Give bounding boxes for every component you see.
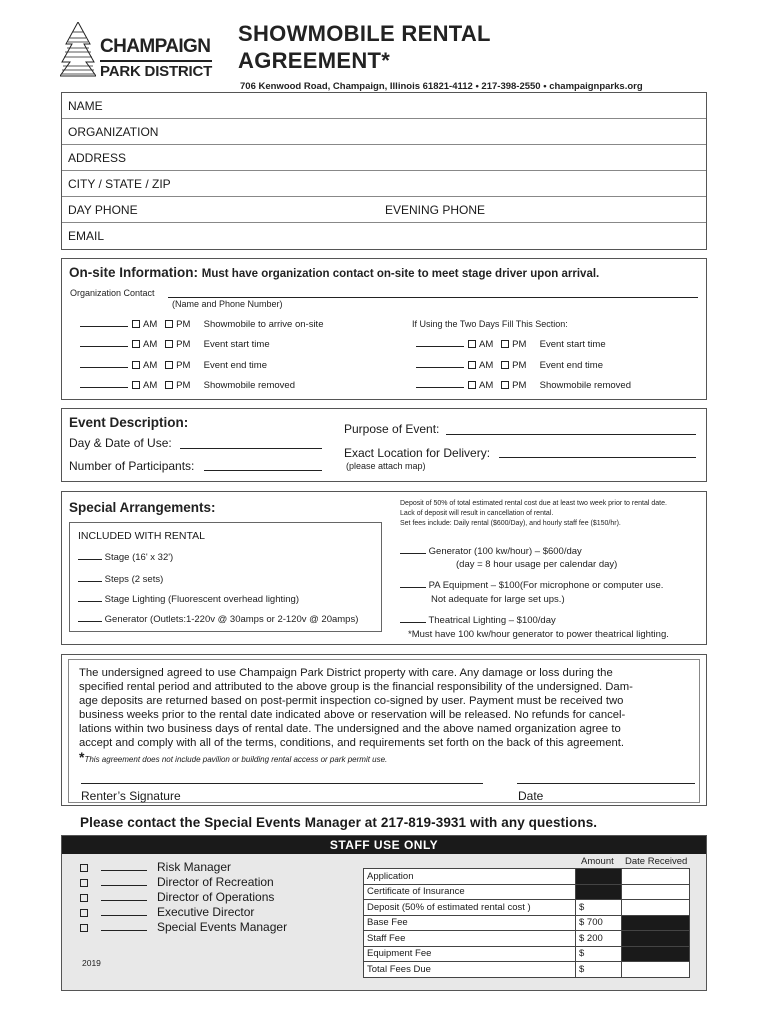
- day-date-line[interactable]: [180, 448, 322, 449]
- amount-col-header: Amount: [581, 856, 614, 867]
- address-label: ADDRESS: [68, 151, 127, 165]
- special-title: Special Arrangements:: [69, 500, 216, 515]
- am-checkbox[interactable]: [132, 381, 140, 389]
- fee-amount[interactable]: $ 200: [576, 931, 622, 947]
- sched-right-row-1: AM PM Event start time: [416, 339, 606, 350]
- pa-sub: Not adequate for large set ups.): [431, 594, 565, 605]
- am-checkbox[interactable]: [132, 340, 140, 348]
- am-checkbox[interactable]: [132, 361, 140, 369]
- contact-note: Please contact the Special Events Manager at 217-819-3931 with any questions.: [80, 815, 598, 830]
- address-line: 706 Kenwood Road, Champaign, Illinois 61821-4112 • 217-398-2550 • champaignparks.org: [240, 81, 643, 92]
- date-label: Date: [518, 789, 544, 803]
- contact-info-box: [61, 92, 707, 250]
- sched-left-row-2: AM PM Event start time: [80, 339, 270, 350]
- approval-checkbox[interactable]: [80, 924, 88, 932]
- onsite-info-box: [61, 258, 707, 400]
- fee-date-received[interactable]: [622, 962, 690, 978]
- am-checkbox[interactable]: [132, 320, 140, 328]
- evening-phone-label: EVENING PHONE: [385, 203, 486, 217]
- fee-label: Equipment Fee: [364, 946, 576, 962]
- fee-date-received[interactable]: [622, 884, 690, 900]
- fee-label: Staff Fee: [364, 931, 576, 947]
- fee-amount[interactable]: $: [576, 900, 622, 916]
- name-phone-hint: (Name and Phone Number): [172, 299, 283, 309]
- sched-left-row-1: AM PM Showmobile to arrive on-site: [80, 319, 323, 330]
- fee-amount: [576, 884, 622, 900]
- pm-checkbox[interactable]: [165, 381, 173, 389]
- pm-checkbox[interactable]: [165, 361, 173, 369]
- approval-checkbox[interactable]: [80, 894, 88, 902]
- day-date-label: Day & Date of Use:: [69, 436, 172, 450]
- address-field[interactable]: [62, 145, 706, 171]
- fee-label: Deposit (50% of estimated rental cost ): [364, 900, 576, 916]
- approval-checkbox[interactable]: [80, 864, 88, 872]
- fee-amount: [576, 869, 622, 885]
- onsite-subtitle: Must have organization contact on-site to meet stage driver upon arrival.: [201, 268, 600, 280]
- email-field[interactable]: [62, 223, 706, 249]
- fee-row: [364, 915, 690, 931]
- fee-amount[interactable]: $: [576, 962, 622, 978]
- day-phone-label: DAY PHONE: [68, 203, 138, 217]
- included-rental-box: [69, 522, 382, 632]
- generator-sub: (day = 8 hour usage per calendar day): [456, 559, 618, 570]
- deposit-note-3: Set fees include: Daily rental ($600/Day), and hourly staff fee ($150/hr).: [400, 520, 621, 527]
- title-line-2: AGREEMENT: [238, 48, 382, 73]
- included-item: Steps (2 sets): [78, 574, 163, 585]
- fee-label: Certificate of Insurance: [364, 884, 576, 900]
- fee-amount[interactable]: $: [576, 946, 622, 962]
- signature-line[interactable]: [81, 783, 483, 784]
- logo-name: CHAMPAIGN: [100, 36, 211, 57]
- generator-option[interactable]: Generator (100 kw/hour) – $600/day: [400, 546, 582, 557]
- fee-row: [364, 962, 690, 978]
- sched-left-row-4: AM PM Showmobile removed: [80, 380, 295, 391]
- approval-list: [80, 860, 287, 935]
- fees-table: [363, 868, 690, 978]
- fee-amount[interactable]: $ 700: [576, 915, 622, 931]
- theatrical-option[interactable]: Theatrical Lighting – $100/day: [400, 615, 556, 626]
- name-field[interactable]: [62, 93, 706, 119]
- deposit-note-2: Lack of deposit will result in cancellation of rental.: [400, 510, 554, 517]
- fee-date-received: [622, 915, 690, 931]
- event-title: Event Description:: [69, 415, 189, 430]
- pine-tree-icon: [60, 22, 96, 78]
- park-district-logo: [60, 22, 225, 82]
- location-label: Exact Location for Delivery:: [344, 446, 491, 460]
- two-days-label: If Using the Two Days Fill This Section:: [412, 319, 568, 329]
- approval-item: Director of Recreation: [80, 875, 287, 890]
- fee-date-received[interactable]: [622, 869, 690, 885]
- fee-date-received: [622, 946, 690, 962]
- included-item: Generator (Outlets:1-220v @ 30amps or 2-120v @ 20amps): [78, 614, 358, 625]
- pm-checkbox[interactable]: [501, 340, 509, 348]
- sched-left-row-3: AM PM Event end time: [80, 360, 267, 371]
- form-year: 2019: [82, 958, 101, 968]
- deposit-note-1: Deposit of 50% of total estimated rental cost due at least two week prior to rental date.: [400, 500, 667, 507]
- pm-checkbox[interactable]: [501, 361, 509, 369]
- approval-item: Special Events Manager: [80, 920, 287, 935]
- document-title: [238, 20, 491, 74]
- approval-item: Executive Director: [80, 905, 287, 920]
- title-line-1: SHOWMOBILE RENTAL: [238, 21, 491, 46]
- included-item: Stage (16' x 32'): [78, 552, 173, 563]
- included-title: INCLUDED WITH RENTAL: [78, 530, 205, 542]
- agreement-text: The undersigned agreed to use Champaign Park District property with care. Any damage or loss during the specified rental period and attributed to the above group is the financial responsibility of the undersigned. Dam- age deposits are returned based on post-permit inspection co-signed by user. Payment must be received two business weeks prior to the rental date indicated above or reservation will be released. No refunds for cancel- lations within two business days of rental date. The undersigned and the above named organization agree to accept and comply with all of the terms, conditions, and requirements set forth on the back of this agreement. *This agreement does not include pavilion or building rental access or park permit use.: [79, 667, 633, 765]
- participants-line[interactable]: [204, 470, 322, 471]
- purpose-line[interactable]: [446, 434, 696, 435]
- sched-right-row-2: AM PM Event end time: [416, 360, 603, 371]
- pm-checkbox[interactable]: [501, 381, 509, 389]
- theatrical-sub: *Must have 100 kw/hour generator to power theatrical lighting.: [408, 629, 669, 640]
- event-description-box: [61, 408, 707, 482]
- special-arrangements-box: [61, 491, 707, 645]
- fee-date-received[interactable]: [622, 900, 690, 916]
- agreement-footnote: This agreement does not include pavilion or building rental access or park permit use.: [84, 755, 388, 764]
- approval-item: Risk Manager: [80, 860, 287, 875]
- fee-date-received: [622, 931, 690, 947]
- org-contact-line[interactable]: [168, 297, 698, 298]
- logo-subtitle: PARK DISTRICT: [100, 60, 212, 80]
- fee-row: [364, 900, 690, 916]
- fee-label: Base Fee: [364, 915, 576, 931]
- pm-checkbox[interactable]: [165, 340, 173, 348]
- city-state-zip-field[interactable]: [62, 171, 706, 197]
- fee-row: [364, 869, 690, 885]
- pa-option[interactable]: PA Equipment – $100(For microphone or computer use.: [400, 580, 663, 591]
- location-line[interactable]: [499, 457, 696, 458]
- approval-item: Director of Operations: [80, 890, 287, 905]
- date-received-col-header: Date Received: [625, 856, 688, 867]
- fee-row: [364, 931, 690, 947]
- city-label: CITY / STATE / ZIP: [68, 177, 171, 191]
- sched-right-row-3: AM PM Showmobile removed: [416, 380, 631, 391]
- agreement-box: [61, 654, 707, 806]
- organization-field[interactable]: [62, 119, 706, 145]
- phone-field[interactable]: [62, 197, 706, 223]
- am-checkbox[interactable]: [468, 381, 476, 389]
- pm-checkbox[interactable]: [165, 320, 173, 328]
- staff-use-header: STAFF USE ONLY: [62, 836, 706, 854]
- staff-use-box: [61, 835, 707, 991]
- purpose-label: Purpose of Event:: [344, 422, 440, 436]
- fee-label: Application: [364, 869, 576, 885]
- approval-checkbox[interactable]: [80, 879, 88, 887]
- attach-map-note: (please attach map): [346, 461, 426, 471]
- am-checkbox[interactable]: [468, 361, 476, 369]
- renter-signature-label: Renter’s Signature: [81, 789, 181, 803]
- org-contact-label: Organization Contact: [70, 288, 155, 298]
- am-checkbox[interactable]: [468, 340, 476, 348]
- title-asterisk: *: [381, 48, 391, 73]
- approval-checkbox[interactable]: [80, 909, 88, 917]
- included-item: Stage Lighting (Fluorescent overhead lighting): [78, 594, 299, 605]
- participants-label: Number of Participants:: [69, 459, 195, 473]
- organization-label: ORGANIZATION: [68, 125, 159, 139]
- onsite-title: On-site Information:: [69, 265, 198, 280]
- date-line[interactable]: [517, 783, 695, 784]
- fee-label: Total Fees Due: [364, 962, 576, 978]
- fee-row: [364, 884, 690, 900]
- email-label: EMAIL: [68, 229, 105, 243]
- fee-row: [364, 946, 690, 962]
- name-label: NAME: [68, 99, 103, 113]
